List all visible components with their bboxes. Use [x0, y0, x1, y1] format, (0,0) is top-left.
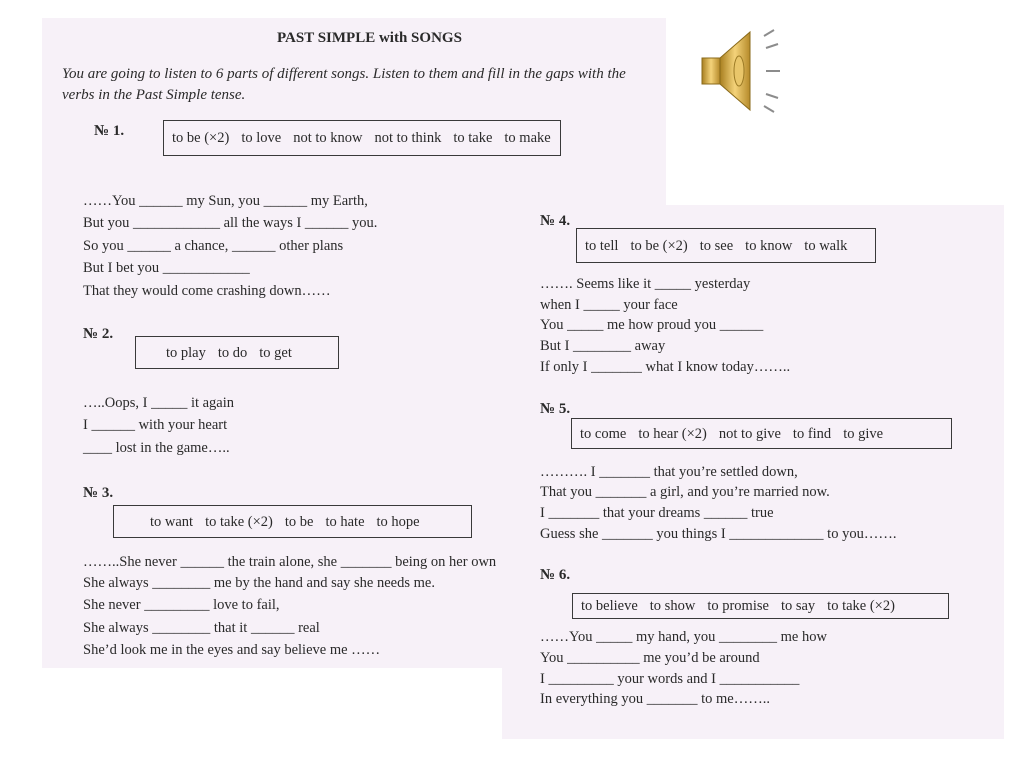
verb-option: to hate: [325, 513, 365, 530]
verb-option: to take: [453, 130, 493, 146]
section-2-number: № 2.: [83, 326, 114, 342]
lyric-line: ……. Seems like it _____ yesterday: [540, 276, 751, 292]
lyric-line: …..Oops, I _____ it again: [83, 395, 235, 411]
lyric-line: I _________ your words and I ___________: [540, 671, 800, 687]
lyric-line: But you ____________ all the ways I ______ you.: [83, 215, 378, 231]
lyric-line: She always ________ that it ______ real: [83, 620, 320, 636]
verb-option: to walk: [804, 237, 848, 254]
section-4-number: № 4.: [540, 213, 571, 229]
section-3-verb-box: [113, 505, 472, 538]
verb-option: to want: [150, 513, 194, 530]
verb-option: to believe: [581, 598, 638, 614]
verb-option: to show: [649, 598, 696, 614]
section-5-verb-box: [571, 418, 952, 449]
section-1-number: № 1.: [94, 123, 125, 139]
verb-option: to be (×2): [172, 130, 230, 146]
section-6-number: № 6.: [540, 567, 571, 583]
lyric-line: ……..She never ______ the train alone, she _______ being on her own: [83, 554, 497, 570]
lyric-line: That they would come crashing down……: [83, 283, 331, 299]
lyric-line: Guess she _______ you things I _____________ to you…….: [540, 526, 897, 542]
lyric-line: when I _____ your face: [540, 297, 678, 313]
section-2-verb-box: [135, 336, 339, 369]
verb-option: to know: [745, 237, 793, 254]
verb-option: not to give: [718, 425, 781, 442]
verb-option: to tell: [585, 237, 619, 254]
speaker-icon[interactable]: [694, 24, 794, 114]
verb-option: to hope: [376, 513, 420, 530]
lyric-line: But I ________ away: [540, 338, 666, 354]
verb-option: to take (×2): [205, 513, 273, 530]
lyric-line: You _____ me how proud you ______: [540, 317, 764, 333]
lyric-line: You __________ me you’d be around: [540, 650, 760, 666]
section-5-number: № 5.: [540, 401, 571, 417]
verb-option: to play: [166, 344, 206, 361]
lyric-line: ………. I _______ that you’re settled down,: [540, 464, 798, 480]
verb-option: to hear (×2): [638, 425, 707, 442]
verb-option: to come: [580, 425, 627, 442]
verb-option: to be: [284, 513, 314, 530]
verb-option: to see: [699, 237, 734, 254]
lyric-line: She always ________ me by the hand and say she needs me.: [83, 575, 435, 591]
section-6-verb-box: [572, 593, 949, 619]
lyric-line: ……You ______ my Sun, you ______ my Earth,: [83, 193, 368, 209]
lyric-line: So you ______ a chance, ______ other plans: [83, 238, 344, 254]
verb-option: to promise: [707, 598, 769, 614]
page-title: PAST SIMPLE with SONGS: [277, 30, 462, 46]
lyric-line: ……You _____ my hand, you ________ me how: [540, 629, 827, 645]
verb-option: to give: [843, 425, 884, 442]
lyric-line: In everything you _______ to me……..: [540, 691, 770, 707]
lyric-line: I _______ that your dreams ______ true: [540, 505, 774, 521]
lyric-line: She’d look me in the eyes and say believe me ……: [83, 642, 381, 658]
lyric-line: But I bet you ____________: [83, 260, 250, 276]
lyric-line: ____ lost in the game…..: [83, 440, 230, 456]
verb-option: to find: [792, 425, 832, 442]
verb-option: not to think: [374, 130, 442, 146]
lyric-line: That you _______ a girl, and you’re married now.: [540, 484, 830, 500]
lyric-line: If only I _______ what I know today……..: [540, 359, 791, 375]
section-1-verb-box: [163, 120, 561, 156]
lyric-line: She never _________ love to fail,: [83, 597, 280, 613]
section-3-number: № 3.: [83, 485, 114, 501]
instructions: You are going to listen to 6 parts of different songs. Listen to them and fill in the gaps with the verbs in the Past Simple tense.: [62, 66, 626, 103]
verb-option: to take (×2): [827, 598, 895, 614]
verb-option: to say: [780, 598, 816, 614]
verb-option: to do: [217, 344, 248, 361]
verb-option: to get: [259, 344, 292, 361]
verb-option: to love: [241, 130, 282, 146]
section-4-verb-box: [576, 228, 876, 263]
verb-option: not to know: [293, 130, 363, 146]
verb-option: to make: [504, 130, 551, 146]
verb-option: to be (×2): [630, 237, 688, 254]
lyric-line: I ______ with your heart: [83, 417, 228, 433]
